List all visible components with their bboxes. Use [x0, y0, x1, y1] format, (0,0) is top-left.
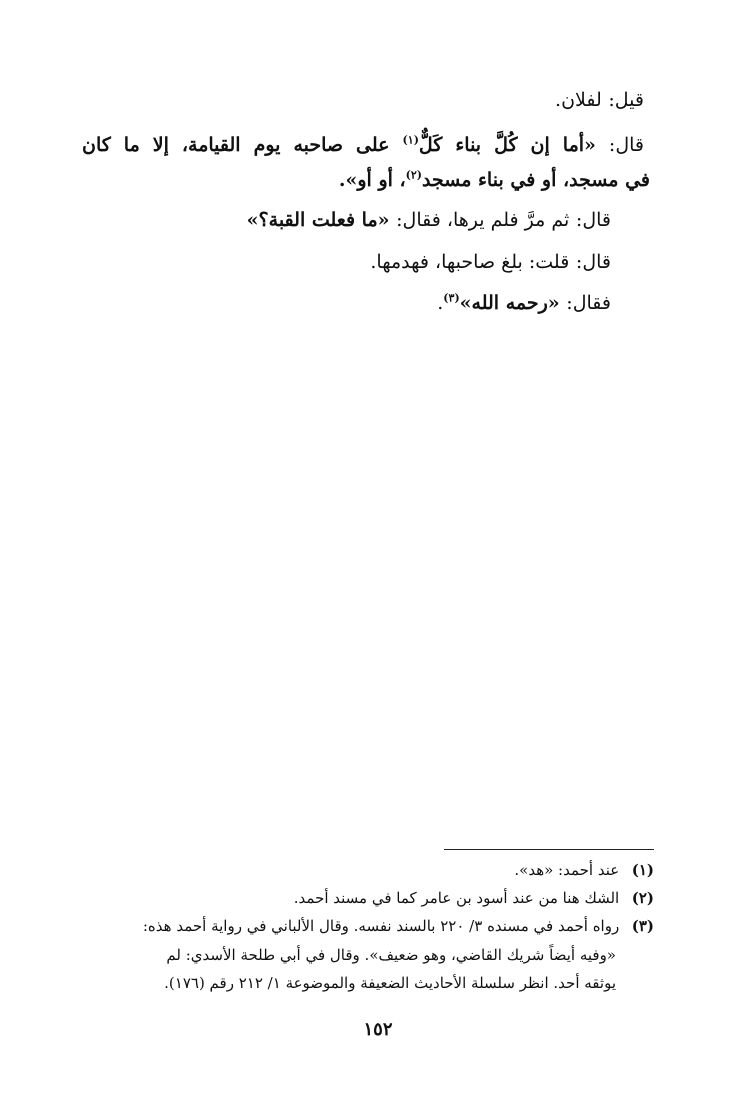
footnote-2	[294, 886, 654, 910]
footnote-text-line-3: يوثقه أحد. انظر سلسلة الأحاديث الضعيفة والموضوعة ١/ ٢١٢ رقم (١٧٦).	[164, 974, 616, 992]
footnote-number: (٢)	[631, 889, 654, 907]
body-line-2	[82, 131, 644, 159]
hadith-quote-continued: على صاحبه يوم القيامة، إلا ما كان	[82, 134, 390, 156]
hadith-quote-end: ، أو أو».	[338, 169, 406, 191]
line-text: قلت: بلغ صاحبها، فهدمها.	[370, 251, 570, 273]
footnote-text: عند أحمد: «هد».	[514, 861, 620, 879]
speaker-label: قال:	[575, 251, 611, 273]
hadith-quote-continued: في مسجد، أو في بناء مسجد	[422, 169, 650, 191]
line-text: ثم مرَّ فلم يرها، فقال:	[396, 209, 570, 231]
footnote-number: (١)	[631, 861, 654, 879]
footnote-3	[143, 914, 654, 938]
footnote-text-line-2: «وفيه أيضاً شريك القاضي، وهو ضعيف». وقال في أبي طلحة الأسدي: لم	[166, 946, 616, 964]
footnote-text: الشك هنا من عند أسود بن عامر كما في مسند أحمد.	[293, 889, 620, 907]
footnote-number: (٣)	[631, 917, 654, 935]
footnote-ref: (٢)	[405, 168, 423, 182]
line-text: لفلان.	[555, 89, 602, 111]
speaker-label: قال:	[608, 134, 644, 156]
footnote-1	[514, 858, 654, 882]
hadith-quote: «ما فعلت القبة؟»	[246, 209, 390, 231]
page-number: ١٥٢	[363, 1019, 393, 1040]
speaker-label: قيل:	[608, 89, 644, 111]
footnote-3-line-2	[166, 943, 616, 967]
body-line-4	[247, 206, 611, 234]
footnote-ref: (٣)	[443, 291, 460, 305]
footnote-divider	[444, 849, 654, 850]
body-line-3	[339, 166, 650, 194]
hadith-quote: «أما إن كُلَّ بناء كَلٌّ	[418, 134, 596, 156]
footnote-3-line-3	[164, 971, 616, 995]
hadith-quote: «رحمه الله»	[459, 292, 560, 314]
speaker-label: قال:	[575, 209, 611, 231]
line-end: .	[437, 292, 444, 314]
footnote-ref: (١)	[402, 133, 419, 147]
speaker-label: فقال:	[566, 292, 611, 314]
footnote-text-line-1: رواه أحمد في مسنده ٣/ ٢٢٠ بالسند نفسه. وقال الألباني في رواية أحمد هذه:	[142, 917, 620, 935]
body-line-5	[370, 248, 611, 276]
body-line-6	[437, 289, 611, 317]
body-line-1	[555, 86, 644, 114]
